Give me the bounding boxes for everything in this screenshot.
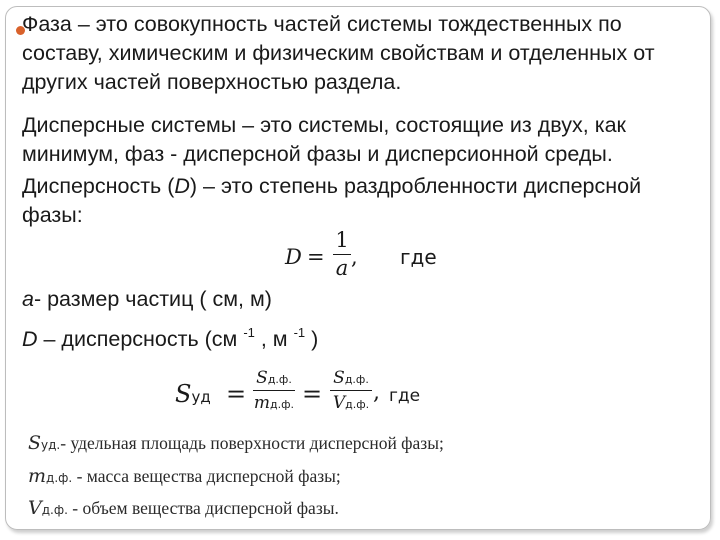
units-text-before: – дисперсность (см [37, 327, 244, 351]
formula-where: где [400, 245, 437, 269]
def1-text: - удельная площадь поверхности дисперсной фазы; [60, 433, 444, 453]
formula2-lhs-symbol: S [175, 380, 192, 408]
particle-size-text: - размер частиц ( см, м) [33, 287, 272, 311]
specific-surface-formula [175, 366, 475, 426]
definition-mass [28, 465, 341, 487]
fraction1-denominator [253, 391, 295, 413]
formula2-equals-2: = [302, 380, 323, 408]
dispersity-text-before: Дисперсность ( [22, 174, 175, 198]
def2-text: - масса вещества дисперсной фазы; [72, 466, 341, 486]
formula-lhs: D [285, 245, 302, 269]
formula2-equals-1: = [226, 380, 247, 408]
fraction2-numerator [330, 368, 372, 390]
fraction2-denominator [330, 391, 372, 413]
fraction2-num-symbol: S [333, 368, 345, 388]
fraction-denominator: a [335, 256, 349, 280]
units-text-after: ) [305, 327, 319, 351]
def3-text: - объем вещества дисперсной фазы. [67, 498, 339, 518]
dispersity-units-line [22, 325, 318, 352]
formula2-fraction-2 [330, 368, 372, 413]
fraction2-num-sub: д.ф. [344, 373, 369, 386]
formula2-comma: , [373, 380, 380, 405]
dispersity-text-after: ) – это степень раздробленности дисперсной фазы: [22, 174, 642, 227]
dispersity-symbol: D [174, 174, 190, 198]
units-sup-2: -1 [293, 325, 306, 340]
def1-symbol: S [28, 432, 42, 454]
dispersity-definition [22, 172, 692, 230]
units-sup-1: -1 [243, 325, 255, 340]
fraction1-numerator [253, 368, 295, 390]
fraction1-den-sub: д.ф. [270, 398, 295, 411]
symbol-D: D [22, 327, 38, 351]
formula2-lhs [175, 380, 211, 408]
symbol-a: a [22, 287, 34, 311]
formula2-fraction-1 [253, 368, 295, 413]
fraction1-den-symbol: m [253, 393, 271, 413]
def3-sub: д.ф. [41, 503, 68, 517]
def3-symbol: V [28, 497, 42, 519]
formula2-where: где [389, 386, 421, 406]
fraction1-num-symbol: S [256, 368, 268, 388]
fraction-numerator: 1 [335, 228, 349, 252]
fraction2-den-symbol: V [332, 393, 346, 413]
particle-size-line [22, 287, 272, 312]
fraction1-num-sub: д.ф. [267, 373, 292, 386]
formula-equals: = [307, 245, 325, 269]
definition-specific-surface [28, 432, 444, 454]
formula-fraction [333, 228, 351, 282]
def2-sub: д.ф. [46, 471, 73, 485]
def1-sub: уд. [41, 438, 61, 452]
phase-definition: Фаза – это совокупность частей системы тождественных по составу, химическим и физическим свойствам и отделенных от других частей поверхностью раздела. [22, 12, 655, 94]
definition-volume [28, 497, 339, 519]
formula-comma: , [351, 245, 358, 269]
fraction2-den-sub: д.ф. [345, 398, 370, 411]
disperse-systems-definition: Дисперсные системы – это системы, состоящие из двух, как минимум, фаз - дисперсной фазы и дисперсионной среды. [22, 113, 626, 166]
formula2-lhs-sub: уд [191, 388, 211, 406]
units-text-mid: , м [254, 327, 294, 351]
def2-symbol: m [28, 465, 47, 487]
